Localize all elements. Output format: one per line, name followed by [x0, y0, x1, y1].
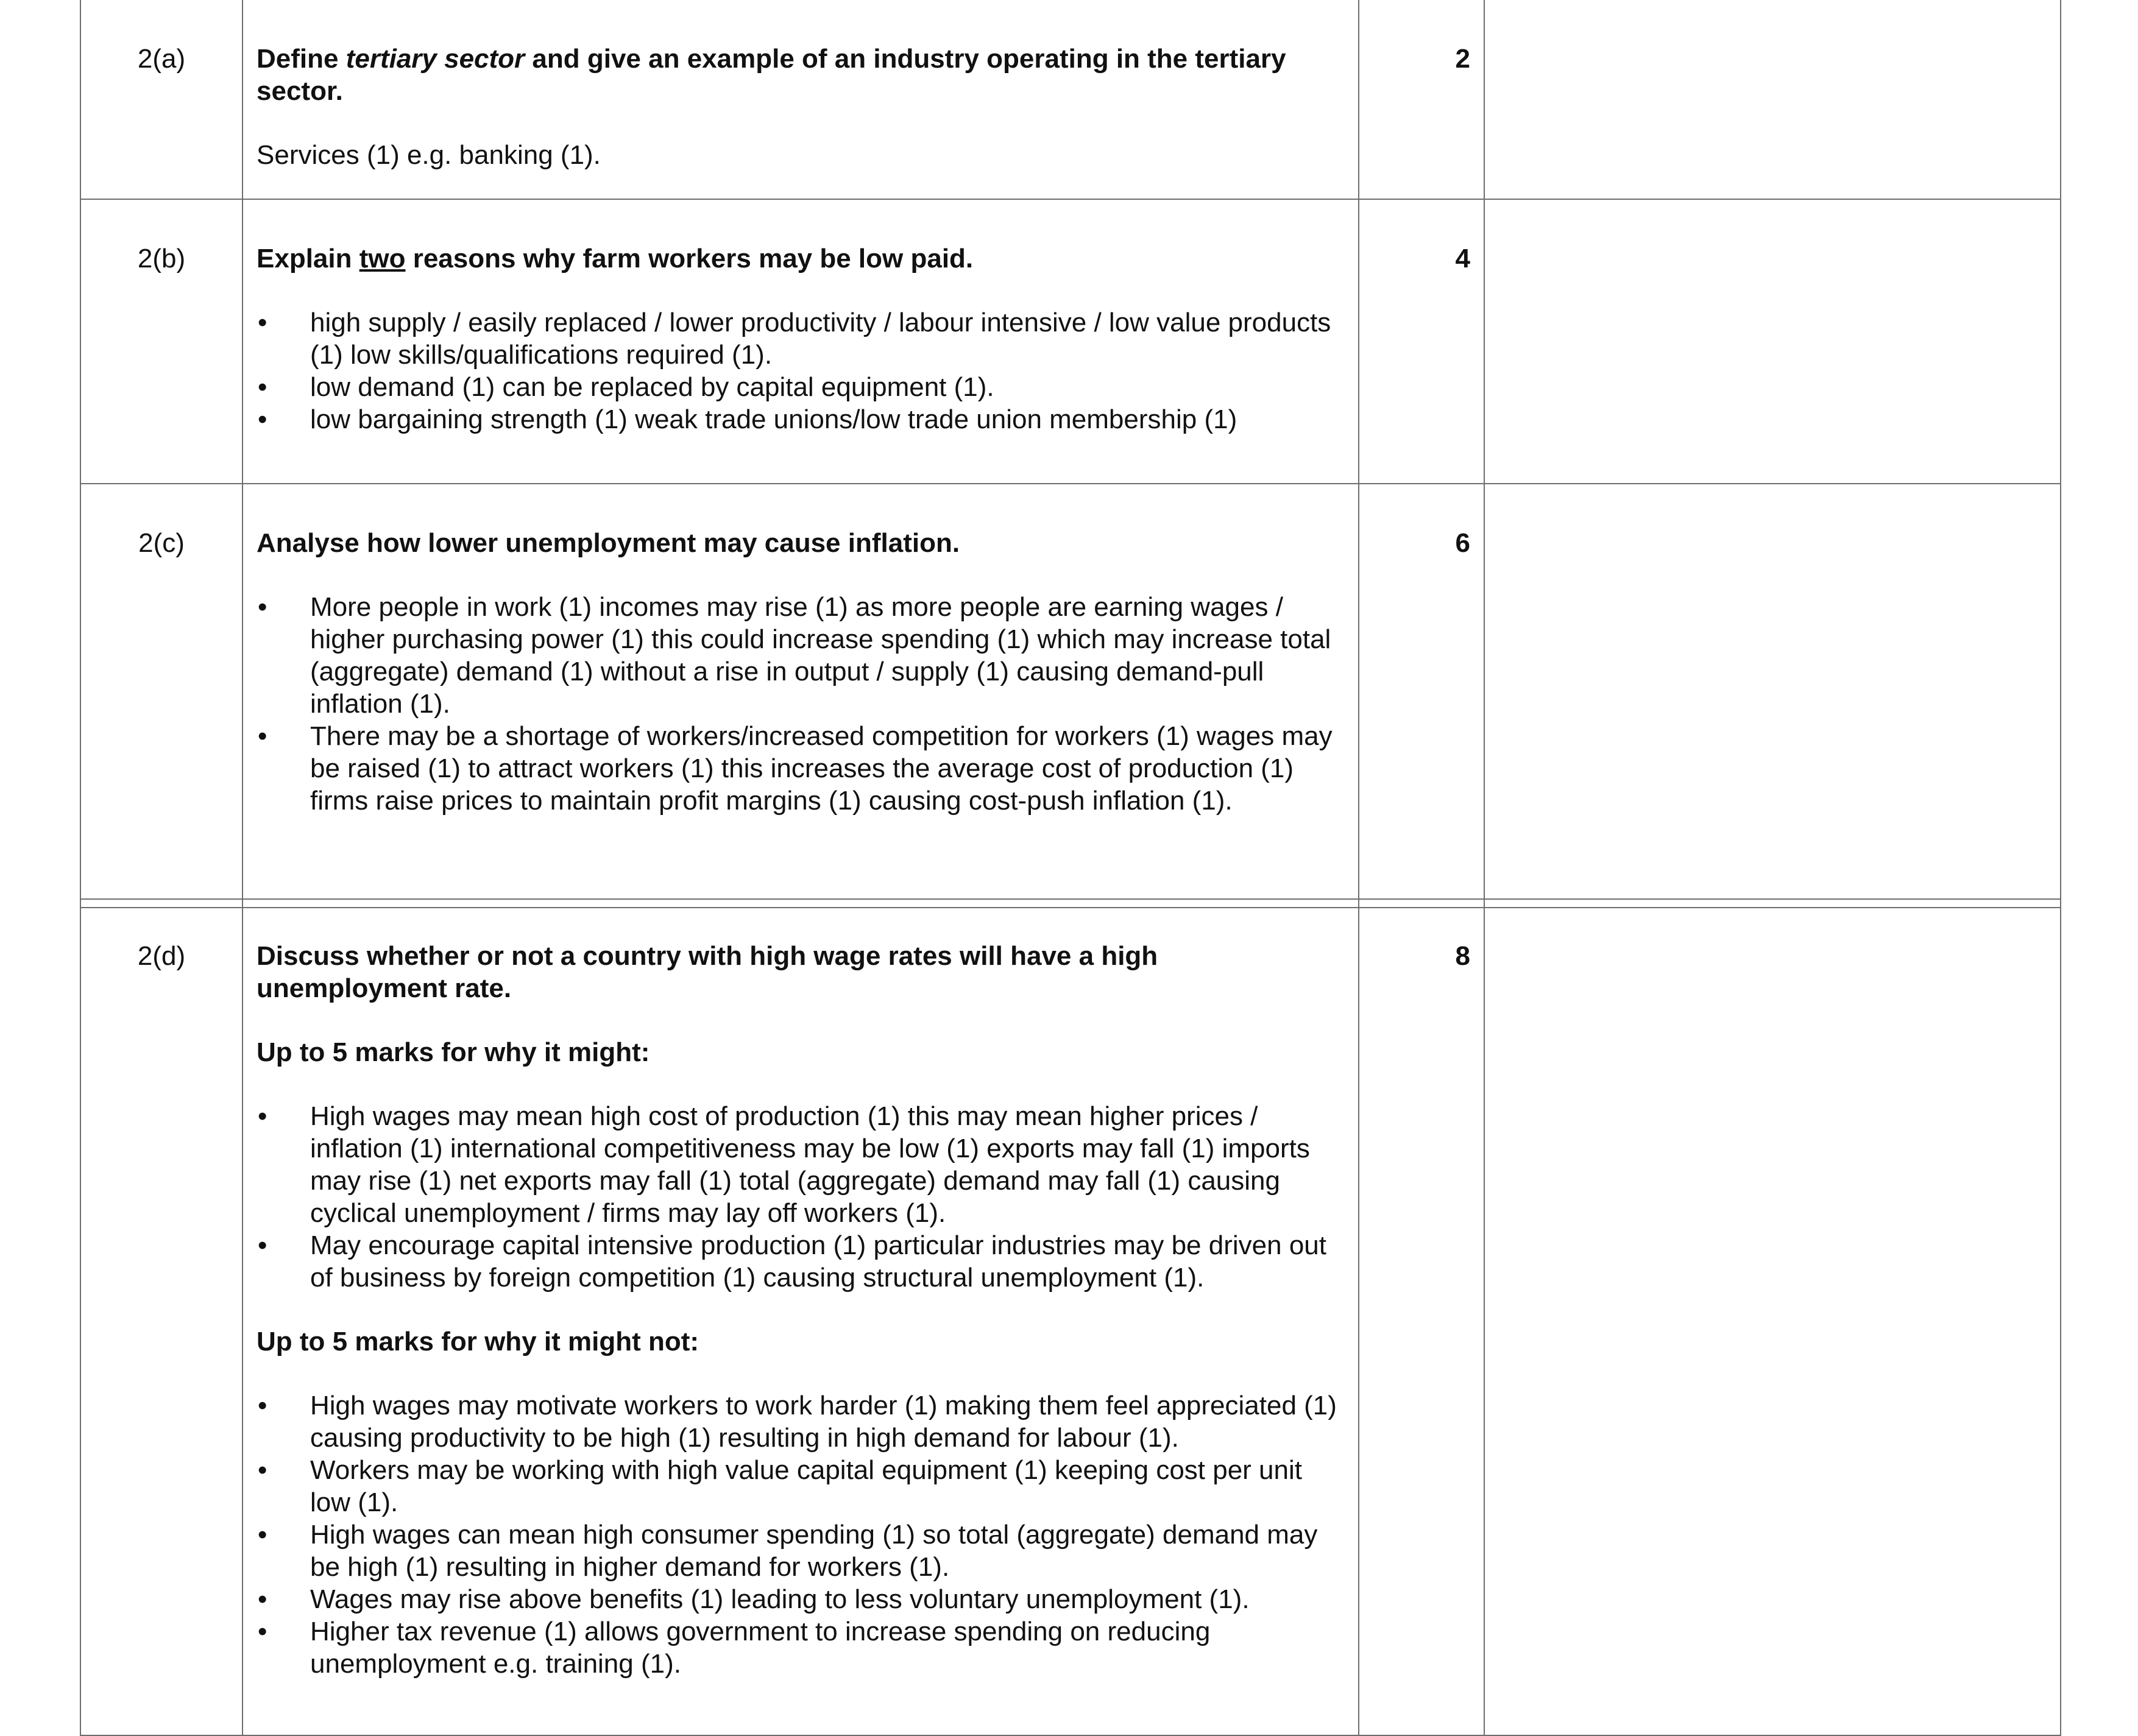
question-number: 2(c) [80, 484, 242, 899]
section-heading: Up to 5 marks for why it might not: [257, 1327, 699, 1357]
table-separator [80, 899, 2061, 908]
list-item: • Workers may be working with high value capital equipment (1) keeping cost per unit low (1). [257, 1454, 1346, 1519]
list-item: • High wages may mean high cost of production (1) this may mean higher prices / inflation (1) international competitiveness may be low (1) exports may fall (1) imports may rise (1) net exports may fall (1) total (aggregate) demand may fall (1) causing cyclical unemployment / firms may lay off workers (1). [257, 1100, 1346, 1229]
answer-points [257, 1389, 1346, 1680]
marks-value: 2 [1359, 0, 1484, 199]
answer-points [257, 1100, 1346, 1294]
separator-cell [1359, 899, 1484, 908]
marks-value: 6 [1359, 484, 1484, 899]
table-row [80, 484, 2061, 899]
answer-cell [242, 484, 1359, 899]
guidance-cell [1484, 199, 2061, 484]
question-number: 2(b) [80, 199, 242, 484]
marks-value: 4 [1359, 199, 1484, 484]
marks-value: 8 [1359, 908, 1484, 1735]
list-item: • high supply / easily replaced / lower productivity / labour intensive / low value products (1) low skills/qualifications required (1). [257, 306, 1346, 371]
question-text: Define tertiary sector and give an example of an industry operating in the tertiary sector. [257, 44, 1286, 106]
answer-points [257, 306, 1346, 436]
question-number: 2(a) [80, 0, 242, 199]
table-row [80, 908, 2061, 1735]
answer-cell [242, 199, 1359, 484]
guidance-cell [1484, 908, 2061, 1735]
list-item: • Wages may rise above benefits (1) leading to less voluntary unemployment (1). [257, 1583, 1346, 1615]
question-term: two [359, 244, 406, 273]
question-text: Analyse how lower unemployment may cause inflation. [257, 528, 960, 558]
answer-cell [242, 908, 1359, 1735]
separator-cell [1484, 899, 2061, 908]
list-item: • High wages can mean high consumer spending (1) so total (aggregate) demand may be high (1) resulting in higher demand for workers (1). [257, 1519, 1346, 1583]
list-item: • low bargaining strength (1) weak trade unions/low trade union membership (1) [257, 403, 1346, 436]
section-heading: Up to 5 marks for why it might: [257, 1037, 650, 1067]
list-item: • More people in work (1) incomes may rise (1) as more people are earning wages / higher purchasing power (1) this could increase spending (1) which may increase total (aggregate) demand (1) without a rise in output / supply (1) causing demand-pull inflation (1). [257, 591, 1346, 720]
list-item: • May encourage capital intensive production (1) particular industries may be driven out of business by foreign competition (1) causing structural unemployment (1). [257, 1229, 1346, 1294]
question-term: tertiary sector [345, 44, 525, 74]
table-row [80, 199, 2061, 484]
answer-text: Services (1) e.g. banking (1). [257, 140, 601, 170]
answer-points [257, 591, 1346, 817]
guidance-cell [1484, 0, 2061, 199]
mark-scheme-table [80, 0, 2061, 1736]
separator-cell [242, 899, 1359, 908]
list-item: • low demand (1) can be replaced by capital equipment (1). [257, 371, 1346, 403]
list-item: • Higher tax revenue (1) allows government to increase spending on reducing unemployment e.g. training (1). [257, 1615, 1346, 1680]
question-number: 2(d) [80, 908, 242, 1735]
list-item: • There may be a shortage of workers/increased competition for workers (1) wages may be raised (1) to attract workers (1) this increases the average cost of production (1) firms raise prices to maintain profit margins (1) causing cost-push inflation (1). [257, 720, 1346, 817]
table-row [80, 0, 2061, 199]
list-item: • High wages may motivate workers to work harder (1) making them feel appreciated (1) causing productivity to be high (1) resulting in high demand for labour (1). [257, 1389, 1346, 1454]
guidance-cell [1484, 484, 2061, 899]
answer-cell [242, 0, 1359, 199]
separator-cell [80, 899, 242, 908]
question-text: Explain two reasons why farm workers may be low paid. [257, 244, 974, 273]
question-text: Discuss whether or not a country with high wage rates will have a high unemployment rate. [257, 941, 1158, 1003]
